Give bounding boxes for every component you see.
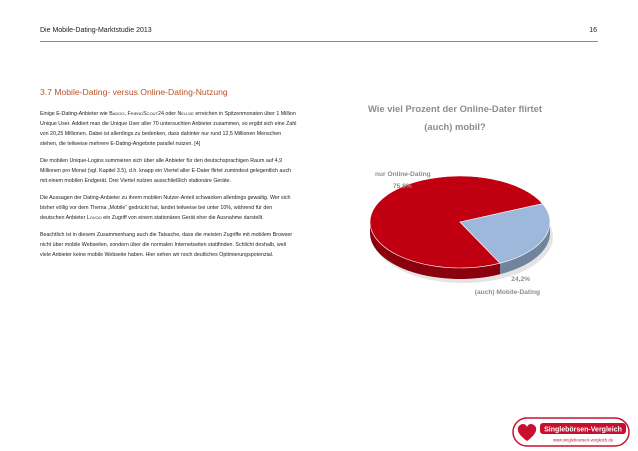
provider-name: Badoo [109,111,125,117]
provider-name: FriendScout24 [127,111,164,117]
chart-title: Wie viel Prozent der Online-Dater flirtet (auch) mobil? [368,103,542,132]
section-title: 3.7 Mobile-Dating- versus Online-Dating-Nutzung [40,87,228,97]
paragraph-3 [40,193,298,223]
text-run: , [124,111,128,117]
text-run: oder [163,111,178,117]
nur-online-label: nur Online-Dating [375,171,431,178]
header-divider [40,41,598,42]
provider-name: Neu.de [177,111,194,117]
text-run: erreichen in Spitzenmonaten über 1 Million Unique User. Addiert man die Unique User aller 70 untersuchten Anbieter zusammen, so ergibt sich eine Zahl von 20,25 Millionen. Dabei ist allerdings zu bedenken, dass dahinter nur rund 12,5 Millionen Menschen stehen, die teilweise mehrere E-Dating-Angebote parallel nutzen. [4] [40,111,297,147]
text-run: Die Aussagen der Dating-Anbieter zu ihrem mobilen Nutzer-Anteil schwanken allerdings gewaltig. Wer sich bisher völlig vor dem Thema „Mobile“ gedrückt hat, landet teilweise bei unter 10%, während für den deutschen Anbieter [40,195,291,221]
paragraph-4: Beachtlich ist in diesem Zusammenhang auch die Tatsache, dass die meisten Zugriffe mit mobilem Browser nicht über mobile Webseiten, sondern über die normalen Internetseiten stattfinden. Schlicht deshalb, weil viele Anbieter keine mobile Webseite haben. Hier sehen wir noch deutliches Optimierungspotenzial. [40,232,293,258]
logo-name: Singlebörsen-Vergleich [544,426,622,434]
document-title: Die Mobile-Dating-Marktstudie 2013 [40,27,152,34]
text-run: Einige E-Dating-Anbieter wie [40,111,110,117]
provider-name: Lovoo [86,215,102,221]
mobile-label: (auch) Mobile-Dating [474,289,540,296]
text-run: ein Zugriff von einem stationären Gerät eher die Ausnahme darstellt. [101,215,264,221]
logo-url: www.singleboersen-vergleich.de [552,437,614,443]
singleboersen-logo [512,417,630,447]
pie-chart [355,160,595,300]
mobile-value: 24,2% [511,276,530,283]
paragraph-2: Die mobilen Unique-Logins summieren sich über alle Anbieter für den deutschsprachigen Raum auf 4,9 Millionen pro Monat (vgl. Kapitel 3.5), d.h. knapp ein Viertel aller E-Dater flirtet zumindest gelegentlich auch mit einem mobilen Endgerät. Drei Viertel nutzen ausschließlich stationäre Geräte. [40,158,292,184]
page-number: 16 [589,27,597,34]
paragraph-1 [40,109,298,149]
body-text [40,109,298,267]
nur-online-value: 75,8% [393,183,412,190]
